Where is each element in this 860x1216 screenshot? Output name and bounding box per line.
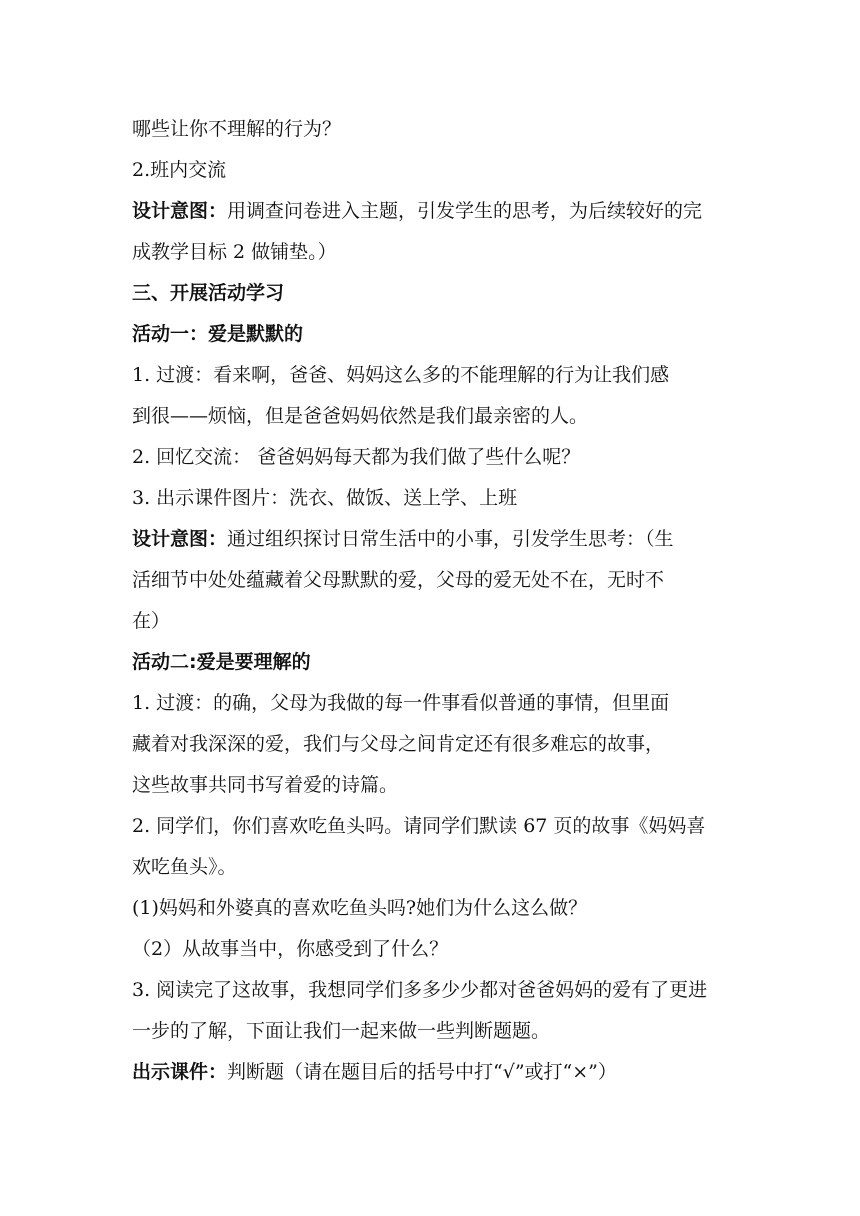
- text-line: 一步的了解，下面让我们一起来做一些判断题题。: [132, 1020, 551, 1042]
- text-line: 3. 出示课件图片：洗衣、做饭、送上学、上班: [132, 487, 518, 509]
- design-intent-label: 设计意图：: [132, 528, 228, 550]
- text-line: 3. 阅读完了这故事，我想同学们多多少少都对爸爸妈妈的爱有了更进: [132, 979, 708, 1001]
- courseware-text: 判断题（请在题目后的括号中打“√”或打“×”）: [227, 1061, 617, 1083]
- design-intent-label: 设计意图：: [132, 200, 228, 222]
- text-line: 这些故事共同书写着爱的诗篇。: [132, 774, 399, 796]
- text-line: 哪些让你不理解的行为？: [132, 118, 342, 140]
- courseware-line: [132, 1060, 742, 1084]
- text-line: 2. 同学们，你们喜欢吃鱼头吗。请同学们默读 67 页的故事《妈妈喜: [132, 815, 706, 837]
- design-intent-text: 通过组织探讨日常生活中的小事，引发学生思考：（生: [227, 528, 674, 550]
- text-line: 成教学目标 2 做铺垫。）: [132, 241, 337, 263]
- design-intent-line: [132, 199, 742, 223]
- courseware-label: 出示课件：: [132, 1061, 228, 1083]
- section-heading: 三、开展活动学习: [132, 282, 285, 304]
- design-intent-text: 用调查问卷进入主题，引发学生的思考，为后续较好的完: [227, 200, 703, 222]
- text-line: 1. 过渡：的确，父母为我做的每一件事看似普通的事情，但里面: [132, 692, 670, 714]
- text-line: 到很——烦恼，但是爸爸妈妈依然是我们最亲密的人。: [132, 405, 589, 427]
- text-line: 欢吃鱼头》。: [132, 856, 237, 878]
- text-line: 藏着对我深深的爱，我们与父母之间肯定还有很多难忘的故事，: [132, 733, 665, 755]
- text-line: 在）: [132, 610, 171, 632]
- text-line: 活细节中处处蕴藏着父母默默的爱，父母的爱无处不在，无时不: [132, 569, 665, 591]
- text-line: 1. 过渡：看来啊，爸爸、妈妈这么多的不能理解的行为让我们感: [132, 364, 670, 386]
- activity-heading: 活动二:爱是要理解的: [132, 651, 311, 673]
- design-intent-line: [132, 527, 742, 551]
- text-line: （2）从故事当中，你感受到了什么？: [132, 938, 449, 960]
- activity-heading: 活动一：爱是默默的: [132, 323, 304, 345]
- text-line: 2. 回忆交流： 爸爸妈妈每天都为我们做了些什么呢？: [132, 446, 581, 468]
- text-line: 2.班内交流: [132, 159, 227, 181]
- text-line: (1)妈妈和外婆真的喜欢吃鱼头吗?她们为什么这么做？: [132, 897, 588, 919]
